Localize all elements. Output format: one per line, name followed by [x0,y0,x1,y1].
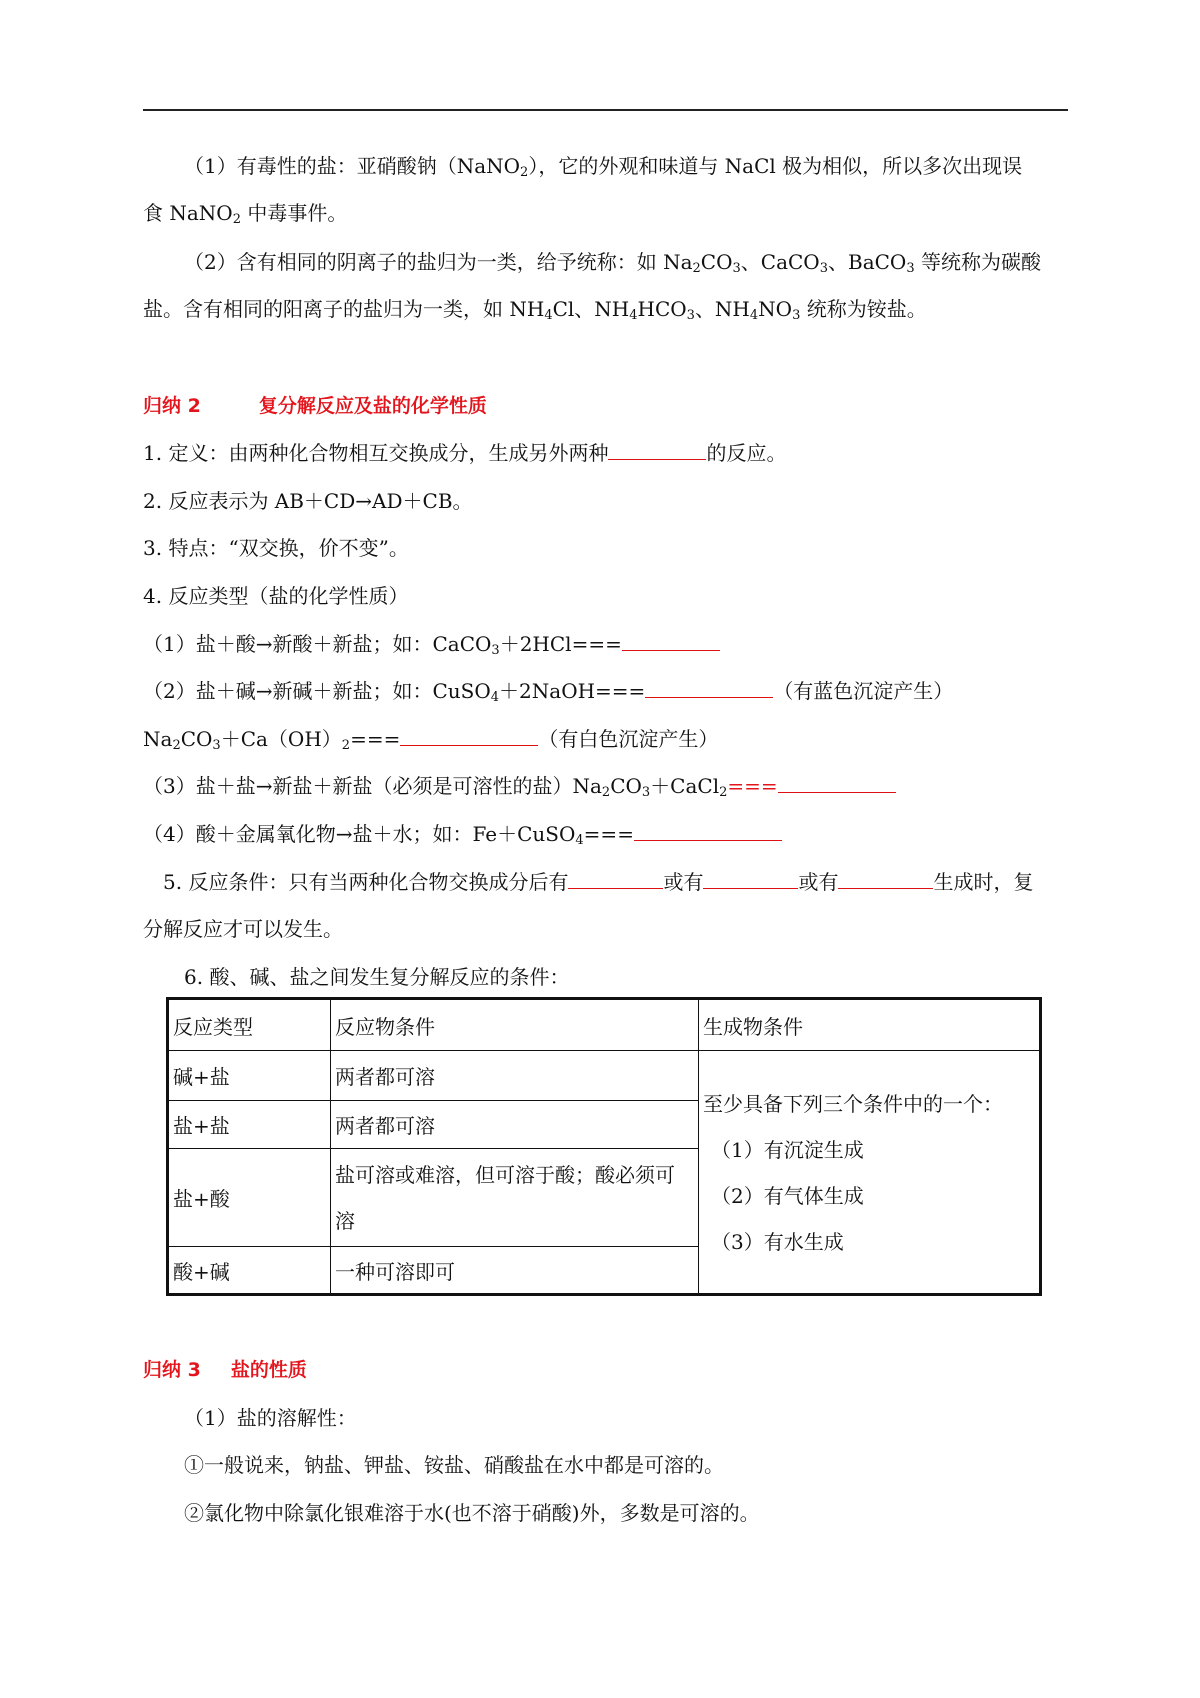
answer-blank[interactable] [634,820,782,841]
table-header-row [168,999,1041,1051]
solubility-point-1: ①一般说来，钠盐、钾盐、铵盐、硝酸盐在水中都是可溶的。 [184,1453,724,1477]
reaction-type-cell: 盐+酸 [168,1149,331,1247]
answer-blank[interactable] [645,677,773,698]
answer-blank[interactable] [703,868,798,889]
header-rule [143,109,1068,111]
formula-item: 2. 反应表示为 AB＋CD→AD＋CB。 [143,489,473,513]
answer-blank[interactable] [622,630,720,651]
answer-blank[interactable] [608,439,706,460]
answer-blank[interactable] [778,772,896,793]
section3-label: 归纳 3 [143,1359,201,1381]
reaction-type-cell: 酸+碱 [168,1247,331,1295]
para2-line2: 盐。含有相同的阳离子的盐归为一类，如 $NH_4Cl$、$NH_4HCO_3$、$NH_4NO_3$ 统称为铵盐。 [143,297,927,323]
reactant-condition-cell: 两者都可溶 [331,1101,699,1149]
para1-line2: 食 NaNO$_2$ 中毒事件。 [143,201,348,227]
answer-blank[interactable] [568,868,663,889]
section2-label: 归纳 2 [143,395,201,417]
header-product-condition: 生成物条件 [699,999,1041,1051]
feature-item: 3. 特点：“双交换，价不变”。 [143,536,409,560]
reaction-2b: $Na_2CO_3+Ca(OH)_2===$ （有白色沉淀产生） [143,727,719,753]
reaction-1: （1）盐＋酸→新酸＋新盐；如：CaCO$_3$＋2HCl=== [143,630,720,658]
product-condition-cell: 至少具备下列三个条件中的一个： （1）有沉淀生成 （2）有气体生成 （3）有水生成 [699,1051,1041,1295]
reactant-condition-cell: 一种可溶即可 [331,1247,699,1295]
para1-line1: （1）有毒性的盐：亚硝酸钠（NaNO$_2$），它的外观和味道与 NaCl 极为相似，所以多次出现误 [184,154,1023,180]
conditions-table [166,997,1042,1296]
solubility-heading: （1）盐的溶解性： [184,1406,357,1430]
answer-blank[interactable] [838,868,933,889]
reaction-2: （2）盐＋碱→新碱＋新盐；如：CuSO$_4$＋2NaOH=== （有蓝色沉淀产生） [143,679,954,705]
reaction-4: （4）酸＋金属氧化物→盐＋水；如：Fe＋CuSO$_4$=== [143,820,782,848]
para2-line1: （2）含有相同的阴离子的盐归为一类，给予统称：如 $Na_2CO_3$、CaCO$_3$、BaCO$_3$ 等统称为碳酸 [184,250,1041,276]
section3-title: 盐的性质 [230,1359,307,1381]
reaction-type-cell: 盐+盐 [168,1101,331,1149]
section2-title: 复分解反应及盐的化学性质 [258,395,487,417]
header-reaction-type: 反应类型 [168,999,331,1051]
table-row [168,1051,1041,1101]
reactant-condition-cell: 盐可溶或难溶，但可溶于酸；酸必须可 溶 [331,1149,699,1247]
reaction-3: （3）盐＋盐→新盐＋新盐（必须是可溶性的盐）$Na_2CO_3+CaCl_2===$ [143,772,896,800]
answer-blank[interactable] [400,725,538,746]
condition-item: 5. 反应条件：只有当两种化合物交换成分后有 或有 或有 生成时，复 [163,870,1034,894]
condition-item-cont: 分解反应才可以发生。 [143,917,343,941]
table-caption: 6. 酸、碱、盐之间发生复分解反应的条件： [184,965,570,989]
header-reactant-condition: 反应物条件 [331,999,699,1051]
section2-heading [143,392,487,420]
section3-heading [143,1356,307,1384]
reaction-type-item: 4. 反应类型（盐的化学性质） [143,584,409,608]
reaction-type-cell: 碱+盐 [168,1051,331,1101]
solubility-point-2: ②氯化物中除氯化银难溶于水(也不溶于硝酸)外，多数是可溶的。 [184,1501,760,1525]
definition-item: 1. 定义：由两种化合物相互交换成分，生成另外两种 的反应。 [143,441,787,465]
reactant-condition-cell: 两者都可溶 [331,1051,699,1101]
